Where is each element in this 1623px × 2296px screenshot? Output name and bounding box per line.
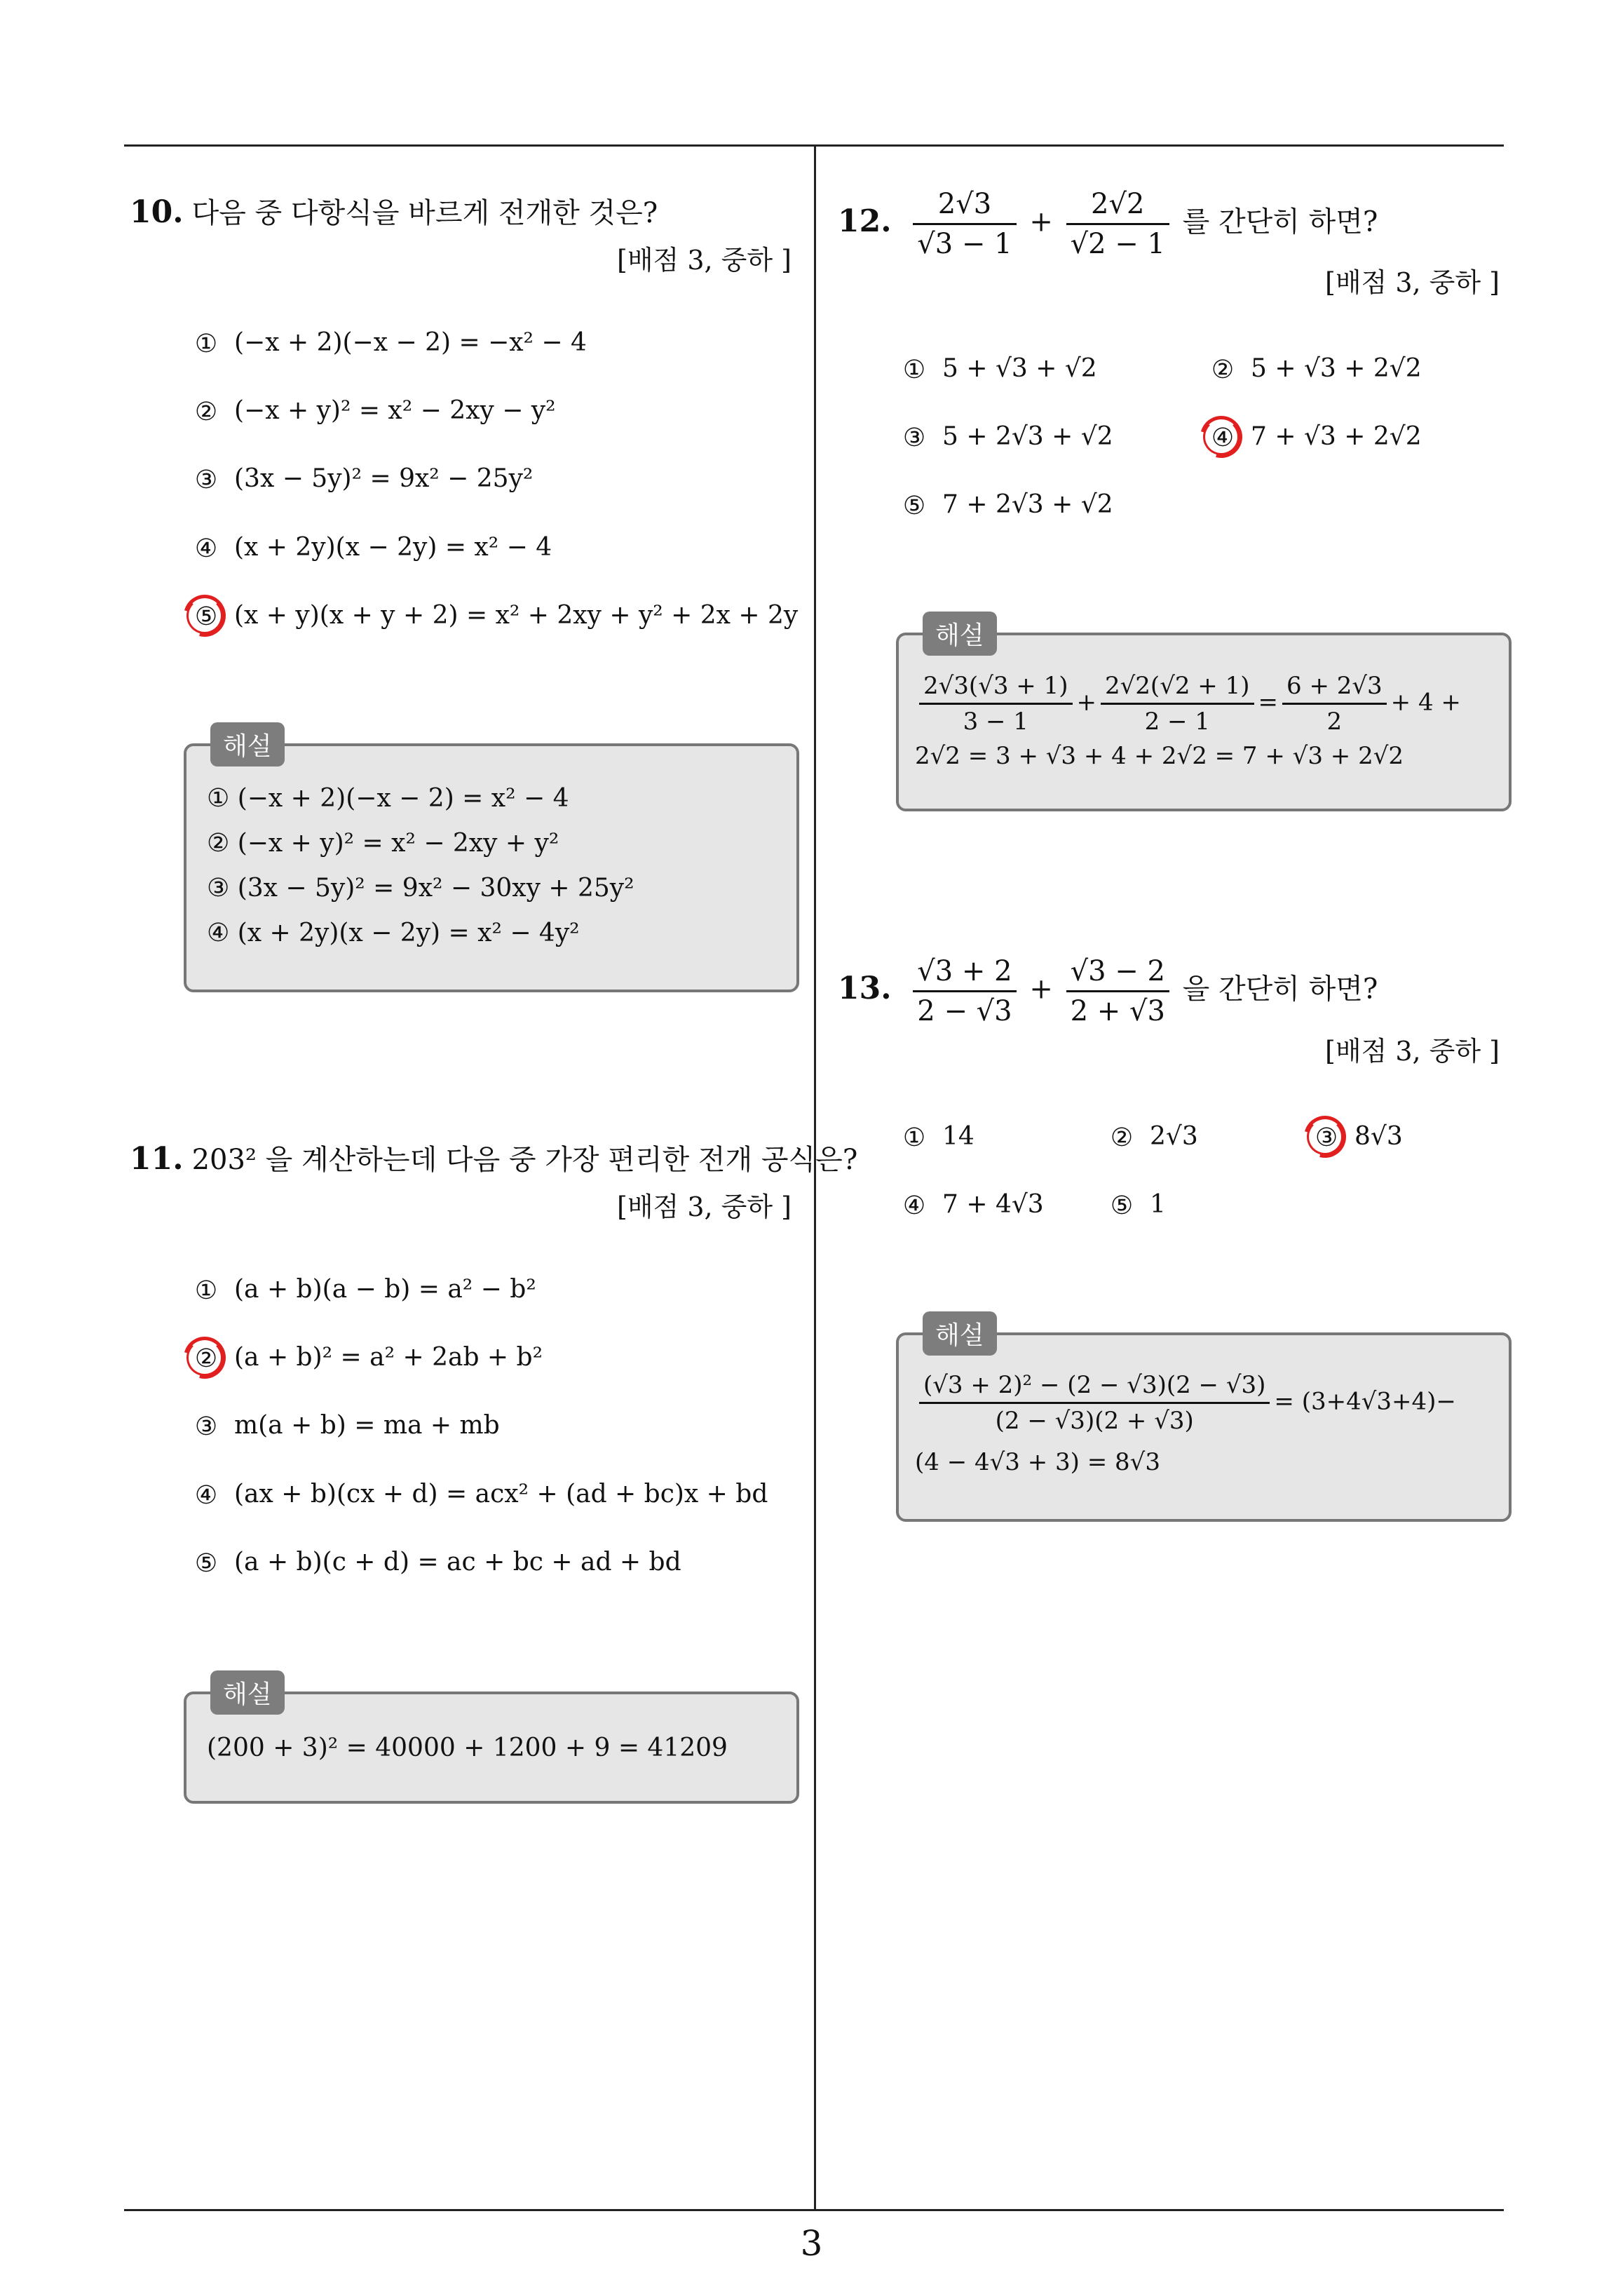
solution-line: 2√2 = 3 + √3 + 4 + 2√2 = 7 + √3 + 2√2 xyxy=(915,742,1404,770)
option-text: 2√3 xyxy=(1150,1122,1198,1151)
question-13-header xyxy=(838,955,1378,1027)
option-text: m(a + b) = ma + mb xyxy=(234,1411,500,1440)
plus-sign: + xyxy=(1029,973,1053,1006)
option-text: 7 + 2√3 + √2 xyxy=(942,490,1113,519)
option-mark: ③ xyxy=(902,424,926,452)
q13-option-5[interactable] xyxy=(1106,1190,1166,1222)
question-number: 10. xyxy=(130,194,184,230)
selected-answer-mark: ③ xyxy=(1311,1123,1342,1154)
question-11-header xyxy=(130,1137,857,1177)
solution-line: (200 + 3)² = 40000 + 1200 + 9 = 41209 xyxy=(207,1734,728,1762)
option-mark: ① xyxy=(902,1123,926,1152)
option-mark: ④ xyxy=(902,1191,926,1220)
option-mark: ⑤ xyxy=(902,492,926,520)
solution-label: 해설 xyxy=(210,722,285,767)
q11-option-4[interactable] xyxy=(191,1480,768,1511)
bottom-rule xyxy=(124,2209,1504,2211)
question-13-meta: [배점 3, 중하 ] xyxy=(1325,1036,1500,1067)
option-mark: ② xyxy=(1211,356,1235,384)
fraction: $\frac{2√3}{√3 - 1}$ xyxy=(913,188,1016,260)
q13-option-1[interactable] xyxy=(899,1122,975,1154)
q12-option-5[interactable] xyxy=(899,490,1113,522)
q10-option-2[interactable] xyxy=(191,396,556,428)
question-number: 12. xyxy=(838,203,892,239)
option-text: 5 + √3 + √2 xyxy=(942,354,1097,383)
fraction: $\frac{2√2}{√2 - 1}$ xyxy=(1066,188,1169,260)
q10-option-3[interactable] xyxy=(191,464,533,496)
solution-line: ① (−x + 2)(−x − 2) = x² − 4 xyxy=(207,784,569,813)
solution-line: ② (−x + y)² = x² − 2xy + y² xyxy=(207,829,559,858)
option-mark: ⑤ xyxy=(194,1549,218,1578)
fraction: $\frac{6 + 2√3}{2}$ xyxy=(1282,672,1387,736)
fraction: $\frac{\text{(√3 + 2)² − (2 − √3)(2 − √3)}}{(2 - √3)(2 + √3)}$ xyxy=(919,1371,1270,1435)
page-number: 3 xyxy=(800,2223,823,2264)
question-12-meta: [배점 3, 중하 ] xyxy=(1325,267,1500,298)
option-text: 8√3 xyxy=(1354,1122,1403,1151)
q13-option-4[interactable] xyxy=(899,1190,1044,1222)
option-text: (ax + b)(cx + d) = acx² + (ad + bc)x + bd xyxy=(234,1480,768,1508)
option-mark: ⑤ xyxy=(1110,1191,1134,1220)
fraction: $\frac{√3 - 2}{2 + √3}$ xyxy=(1066,955,1169,1027)
option-text: 14 xyxy=(942,1122,975,1151)
question-11-meta: [배점 3, 중하 ] xyxy=(617,1191,792,1222)
q12-option-3[interactable] xyxy=(899,422,1113,454)
q10-solution-box xyxy=(184,743,799,992)
q10-option-4[interactable] xyxy=(191,533,552,565)
solution-line: (4 − 4√3 + 3) = 8√3 xyxy=(915,1448,1160,1476)
option-mark: ② xyxy=(1110,1123,1134,1152)
q12-option-2[interactable] xyxy=(1207,354,1422,386)
option-mark: ④ xyxy=(194,534,218,563)
selected-answer-mark: ④ xyxy=(1207,423,1238,454)
fraction: $\frac{2√3(√3 + 1)}{3 - 1}$ xyxy=(919,672,1073,736)
solution-line: $\frac{\text{(√3 + 2)² − (2 − √3)(2 − √3)}}{(2 - √3)(2 + √3)}$ = (3+4√3+4)− xyxy=(915,1371,1456,1435)
q13-option-2[interactable] xyxy=(1106,1122,1198,1154)
question-text: 203² 을 계산하는데 다음 중 가장 편리한 전개 공식은? xyxy=(191,1144,858,1176)
question-number: 11. xyxy=(130,1141,184,1177)
q11-option-5[interactable] xyxy=(191,1548,681,1579)
q10-option-1[interactable] xyxy=(191,328,587,360)
question-text: 다음 중 다항식을 바르게 전개한 것은? xyxy=(191,197,658,229)
option-mark: ② xyxy=(194,398,218,426)
fraction: $\frac{2√2(√2 + 1)}{2 - 1}$ xyxy=(1101,672,1254,736)
column-divider xyxy=(814,144,816,2210)
q11-option-2[interactable] xyxy=(191,1343,543,1375)
solution-label: 해설 xyxy=(923,1311,997,1356)
question-10-meta: [배점 3, 중하 ] xyxy=(617,245,792,276)
question-10-header xyxy=(130,191,658,231)
option-text: (−x + 2)(−x − 2) = −x² − 4 xyxy=(234,328,587,357)
option-text: (a + b)² = a² + 2ab + b² xyxy=(234,1343,543,1372)
option-text: (x + 2y)(x − 2y) = x² − 4 xyxy=(234,533,552,562)
solution-label: 해설 xyxy=(923,612,997,656)
selected-answer-mark: ② xyxy=(191,1344,222,1375)
option-text: 7 + 4√3 xyxy=(942,1190,1044,1219)
question-text: 을 간단히 하면? xyxy=(1182,973,1378,1006)
option-text: (a + b)(c + d) = ac + bc + ad + bd xyxy=(234,1548,681,1576)
q10-option-5[interactable] xyxy=(191,601,798,633)
option-mark: ① xyxy=(194,330,218,358)
option-text: 7 + √3 + 2√2 xyxy=(1251,422,1422,451)
option-mark: ① xyxy=(194,1276,218,1305)
option-mark: ③ xyxy=(194,466,218,494)
q11-option-3[interactable] xyxy=(191,1411,500,1443)
plus-sign: + xyxy=(1029,205,1053,238)
solution-line: ④ (x + 2y)(x − 2y) = x² − 4y² xyxy=(207,919,580,947)
option-text: (−x + y)² = x² − 2xy − y² xyxy=(234,396,556,425)
fraction: $\frac{√3 + 2}{2 - √3}$ xyxy=(913,955,1016,1027)
solution-line: ③ (3x − 5y)² = 9x² − 30xy + 25y² xyxy=(207,874,634,903)
solution-label: 해설 xyxy=(210,1670,285,1715)
q11-option-1[interactable] xyxy=(191,1275,536,1306)
q12-option-4[interactable] xyxy=(1207,422,1422,454)
solution-line: $\frac{2√3(√3 + 1)}{3 - 1}$ + $\frac{2√2(√2 + 1)}{2 - 1}$ = $\frac{6 + 2√3}{2}$ + 4 + xyxy=(915,672,1461,736)
option-text: (3x − 5y)² = 9x² − 25y² xyxy=(234,464,534,493)
question-number: 13. xyxy=(838,970,892,1006)
q13-option-3[interactable] xyxy=(1311,1122,1403,1154)
option-mark: ④ xyxy=(194,1481,218,1510)
option-text: 5 + 2√3 + √2 xyxy=(942,422,1113,451)
option-mark: ① xyxy=(902,356,926,384)
q12-option-1[interactable] xyxy=(899,354,1097,386)
option-text: (a + b)(a − b) = a² − b² xyxy=(234,1275,536,1304)
option-text: 5 + √3 + 2√2 xyxy=(1251,354,1422,383)
option-mark: ③ xyxy=(194,1412,218,1441)
question-text: 를 간단히 하면? xyxy=(1182,205,1378,238)
option-text: 1 xyxy=(1150,1190,1166,1219)
selected-answer-mark: ⑤ xyxy=(191,602,222,633)
option-text: (x + y)(x + y + 2) = x² + 2xy + y² + 2x + 2y xyxy=(234,601,799,630)
question-12-header xyxy=(838,188,1378,260)
